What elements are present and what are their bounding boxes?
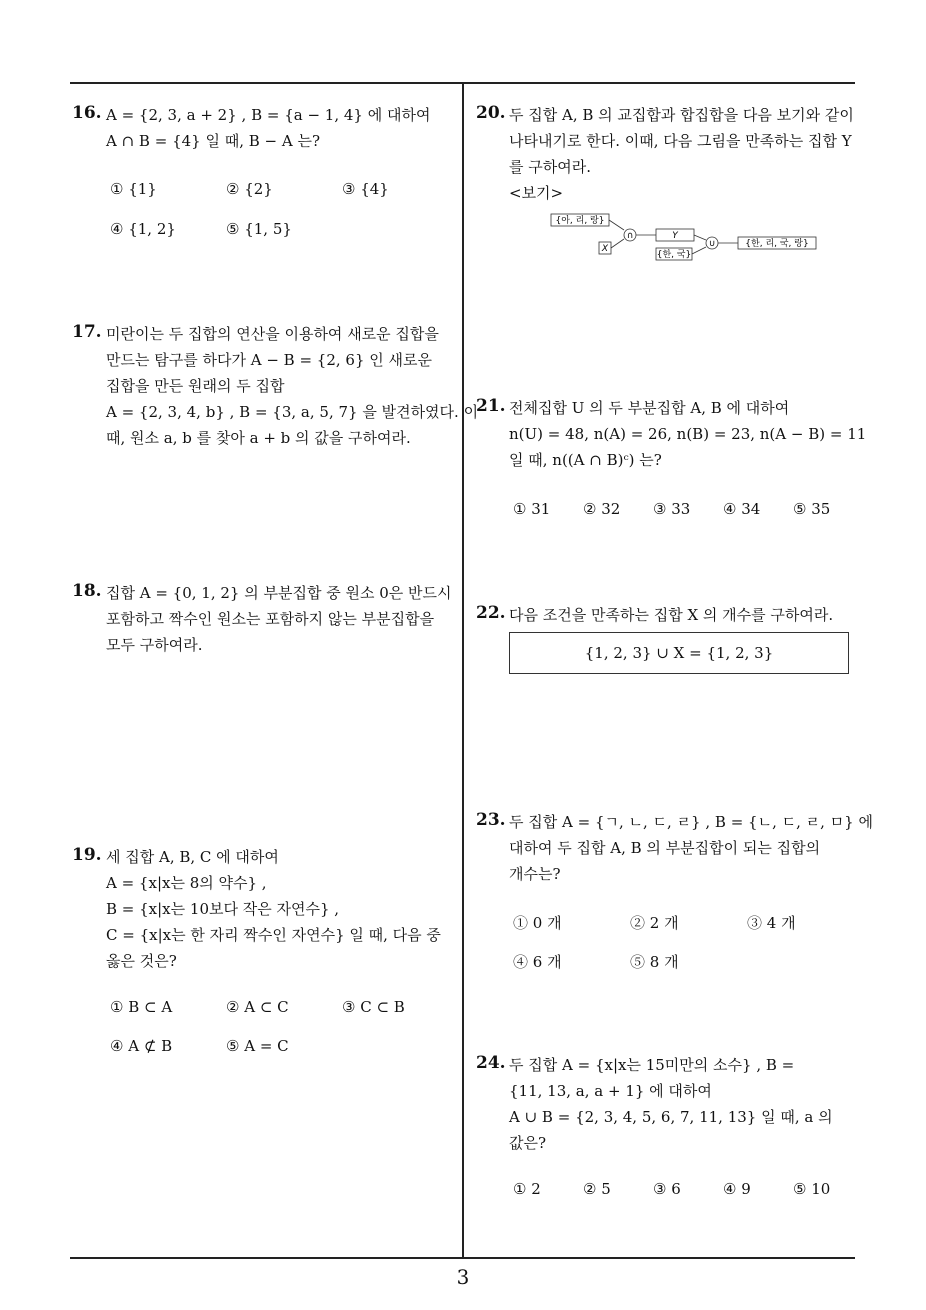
q20-line-2: 나타내기로 한다. 이때, 다음 그림을 만족하는 집합 Y xyxy=(509,132,852,150)
question-number-17: 17. xyxy=(72,322,102,342)
q16-line-1: A = {2, 3, a + 2} , B = {a − 1, 4} 에 대하여 xyxy=(106,106,431,124)
q24-line-1: 두 집합 A = {x|x는 15미만의 소수} , B = xyxy=(509,1056,795,1074)
q18-line-1: 집합 A = {0, 1, 2} 의 부분집합 중 원소 0은 반드시 xyxy=(106,584,452,602)
diagram-x-label: X xyxy=(601,244,609,254)
question-20-text xyxy=(509,102,854,206)
q19-choice-4[interactable]: ④ A ⊄ B xyxy=(110,1037,173,1055)
q19-choice-1[interactable]: ① B ⊂ A xyxy=(110,998,173,1016)
q22-condition-box: {1, 2, 3} ∪ X = {1, 2, 3} xyxy=(509,632,849,674)
question-number-16: 16. xyxy=(72,103,102,123)
q18-line-3: 모두 구하여라. xyxy=(106,636,203,654)
q24-line-2: {11, 13, a, a + 1} 에 대하여 xyxy=(509,1082,712,1100)
question-19-text xyxy=(106,844,441,974)
diagram-set2: {한, 국} xyxy=(656,250,692,260)
q19-choice-5[interactable]: ⑤ A = C xyxy=(226,1037,289,1055)
q19-line-5: 옳은 것은? xyxy=(106,952,177,970)
q19-choice-3[interactable]: ③ C ⊂ B xyxy=(342,998,405,1016)
q23-choice-2[interactable]: ② 2 개 xyxy=(630,914,679,932)
q19-line-3: B = {x|x는 10보다 작은 자연수} , xyxy=(106,900,340,918)
bottom-rule xyxy=(70,1257,855,1259)
q21-choice-4[interactable]: ④ 34 xyxy=(723,500,761,518)
q24-choice-2[interactable]: ② 5 xyxy=(583,1180,611,1198)
q23-line-1: 두 집합 A = {ㄱ, ㄴ, ㄷ, ㄹ} , B = {ㄴ, ㄷ, ㄹ, ㅁ} 에 xyxy=(509,813,873,831)
question-22-text xyxy=(509,602,833,628)
q21-choice-3[interactable]: ③ 33 xyxy=(653,500,691,518)
page-number: 3 xyxy=(456,1265,470,1289)
q20-line-1: 두 집합 A, B 의 교집합과 합집합을 다음 보기와 같이 xyxy=(509,106,854,124)
set-operation-diagram xyxy=(548,210,820,262)
question-16-text xyxy=(106,102,430,154)
q17-line-2: 만드는 탐구를 하다가 A − B = {2, 6} 인 새로운 xyxy=(106,351,432,369)
q24-line-4: 값은? xyxy=(509,1134,547,1152)
q19-line-4: C = {x|x는 한 자리 짝수인 자연수} 일 때, 다음 중 xyxy=(106,926,441,944)
q24-choice-4[interactable]: ④ 9 xyxy=(723,1180,751,1198)
q23-line-2: 대하여 두 집합 A, B 의 부분집합이 되는 집합의 xyxy=(509,839,821,857)
q17-line-1: 미란이는 두 집합의 연산을 이용하여 새로운 집합을 xyxy=(106,325,439,343)
question-number-22: 22. xyxy=(476,603,506,623)
question-24-text xyxy=(509,1052,833,1156)
question-23-text xyxy=(509,809,873,887)
q21-line-3: 일 때, n((A ∩ B)ᶜ) 는? xyxy=(509,451,662,469)
q21-choice-5[interactable]: ⑤ 35 xyxy=(793,500,831,518)
diagram-set1: {아, 리, 랑} xyxy=(555,216,605,226)
q24-choice-3[interactable]: ③ 6 xyxy=(653,1180,681,1198)
q24-line-3: A ∪ B = {2, 3, 4, 5, 6, 7, 11, 13} 일 때, a 의 xyxy=(509,1108,833,1126)
q22-line-1: 다음 조건을 만족하는 집합 X 의 개수를 구하여라. xyxy=(509,606,834,624)
q16-line-2: A ∩ B = {4} 일 때, B − A 는? xyxy=(106,132,321,150)
q17-line-4: A = {2, 3, 4, b} , B = {3, a, 5, 7} 을 발견하였다. 이 xyxy=(106,403,479,421)
question-21-text xyxy=(509,395,866,473)
question-17-text xyxy=(106,321,478,451)
q23-line-3: 개수는? xyxy=(509,865,561,883)
diagram-y-label: Y xyxy=(672,231,678,241)
q16-choice-3[interactable]: ③ {4} xyxy=(342,180,389,198)
diagram-op-intersection: ∩ xyxy=(626,231,634,241)
q16-choice-2[interactable]: ② {2} xyxy=(226,180,273,198)
q17-line-5: 때, 원소 a, b 를 찾아 a + b 의 값을 구하여라. xyxy=(106,429,411,447)
diagram-result: {한, 리, 국, 랑} xyxy=(745,239,809,249)
q20-line-3: 를 구하여라. xyxy=(509,158,591,176)
q23-choice-3[interactable]: ③ 4 개 xyxy=(747,914,796,932)
q19-line-1: 세 집합 A, B, C 에 대하여 xyxy=(106,848,279,866)
question-number-19: 19. xyxy=(72,845,102,865)
q19-choice-2[interactable]: ② A ⊂ C xyxy=(226,998,289,1016)
q23-choice-1[interactable]: ① 0 개 xyxy=(513,914,562,932)
q23-choice-5[interactable]: ⑤ 8 개 xyxy=(630,953,679,971)
question-number-24: 24. xyxy=(476,1053,506,1073)
column-divider xyxy=(462,82,464,1258)
q21-line-2: n(U) = 48, n(A) = 26, n(B) = 23, n(A − B) = 11 xyxy=(509,425,867,443)
q21-choice-1[interactable]: ① 31 xyxy=(513,500,551,518)
q17-line-3: 집합을 만든 원래의 두 집합 xyxy=(106,377,285,395)
q19-line-2: A = {x|x는 8의 약수} , xyxy=(106,874,267,892)
question-number-18: 18. xyxy=(72,581,102,601)
question-number-23: 23. xyxy=(476,810,506,830)
question-18-text xyxy=(106,580,452,658)
q24-choice-1[interactable]: ① 2 xyxy=(513,1180,541,1198)
diagram-op-union: ∪ xyxy=(708,239,716,249)
q24-choice-5[interactable]: ⑤ 10 xyxy=(793,1180,831,1198)
q21-choice-2[interactable]: ② 32 xyxy=(583,500,621,518)
q16-choice-1[interactable]: ① {1} xyxy=(110,180,157,198)
q16-choice-4[interactable]: ④ {1, 2} xyxy=(110,220,176,238)
q18-line-2: 포함하고 짝수인 원소는 포함하지 않는 부분집합을 xyxy=(106,610,435,628)
q23-choice-4[interactable]: ④ 6 개 xyxy=(513,953,562,971)
question-number-21: 21. xyxy=(476,396,506,416)
question-number-20: 20. xyxy=(476,103,506,123)
q16-choice-5[interactable]: ⑤ {1, 5} xyxy=(226,220,292,238)
q21-line-1: 전체집합 U 의 두 부분집합 A, B 에 대하여 xyxy=(509,399,790,417)
q20-line-4: <보기> xyxy=(509,184,564,202)
